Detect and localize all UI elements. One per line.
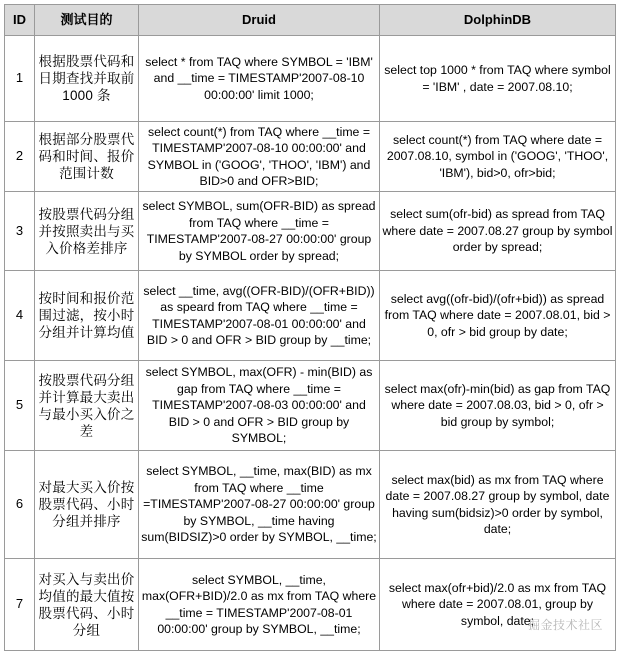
- row-id: 5: [5, 361, 35, 451]
- row-id: 2: [5, 122, 35, 192]
- row-id: 6: [5, 451, 35, 559]
- table-row: [5, 192, 616, 271]
- table-row: [5, 271, 616, 361]
- table-row: [5, 122, 616, 192]
- table-row: [5, 36, 616, 122]
- row-goal: 根据股票代码和日期查找并取前 1000 条: [35, 36, 139, 122]
- row-goal: 按时间和报价范围过滤，按小时分组并计算均值: [35, 271, 139, 361]
- row-dolphindb-query: select avg((ofr-bid)/(ofr+bid)) as spread from TAQ where date = 2007.08.01, bid > 0, ofr > bid group by date;: [380, 271, 616, 361]
- header-id: ID: [5, 5, 35, 36]
- row-druid-query: select SYMBOL, __time, max(BID) as mx from TAQ where __time =TIMESTAMP'2007-08-27 00:00:00' group by SYMBOL, __time having sum(BIDSIZ)>0 order by SYMBOL, __time;: [139, 451, 380, 559]
- header-goal: 测试目的: [35, 5, 139, 36]
- row-dolphindb-query: select sum(ofr-bid) as spread from TAQ where date = 2007.08.27 group by symbol order by spread;: [380, 192, 616, 271]
- row-goal: 对买入与卖出价均值的最大值按股票代码、小时分组: [35, 559, 139, 651]
- row-goal: 按股票代码分组并按照卖出与买入价格差排序: [35, 192, 139, 271]
- header-druid: Druid: [139, 5, 380, 36]
- row-dolphindb-query: select max(ofr+bid)/2.0 as mx from TAQ where date = 2007.08.01, group by symbol, date;: [380, 559, 616, 651]
- row-dolphindb-query: select max(ofr)-min(bid) as gap from TAQ where date = 2007.08.03, bid > 0, ofr > bid group by symbol;: [380, 361, 616, 451]
- table-body: [5, 36, 616, 651]
- row-goal: 按股票代码分组并计算最大卖出与最小买入价之差: [35, 361, 139, 451]
- row-dolphindb-query: select count(*) from TAQ where date = 2007.08.10, symbol in ('GOOG', 'THOO', 'IBM'), bid>0, ofr>bid;: [380, 122, 616, 192]
- row-dolphindb-query: select max(bid) as mx from TAQ where date = 2007.08.27 group by symbol, date having sum(bidsiz)>0 order by symbol, date;: [380, 451, 616, 559]
- row-druid-query: select SYMBOL, max(OFR) - min(BID) as gap from TAQ where __time = TIMESTAMP'2007-08-03 00:00:00' and BID > 0 and OFR > BID group by SYMBOL;: [139, 361, 380, 451]
- table-row: [5, 361, 616, 451]
- table-row: [5, 451, 616, 559]
- row-id: 4: [5, 271, 35, 361]
- row-id: 3: [5, 192, 35, 271]
- row-dolphindb-query: select top 1000 * from TAQ where symbol = 'IBM' , date = 2007.08.10;: [380, 36, 616, 122]
- row-goal: 对最大买入价按股票代码、小时分组并排序: [35, 451, 139, 559]
- row-druid-query: select count(*) from TAQ where __time = TIMESTAMP'2007-08-10 00:00:00' and SYMBOL in ('GOOG', 'THOO', 'IBM') and BID>0 and OFR>BID;: [139, 122, 380, 192]
- row-druid-query: select __time, avg((OFR-BID)/(OFR+BID)) as speard from TAQ where __time = TIMESTAMP'2007-08-01 00:00:00' and BID > 0 and OFR > BID group by __time;: [139, 271, 380, 361]
- comparison-table: [4, 4, 616, 651]
- row-id: 1: [5, 36, 35, 122]
- row-goal: 根据部分股票代码和时间、报价范围计数: [35, 122, 139, 192]
- header-row: [5, 5, 616, 36]
- row-druid-query: select SYMBOL, sum(OFR-BID) as spread from TAQ where __time = TIMESTAMP'2007-08-27 00:00:00' group by SYMBOL order by spread;: [139, 192, 380, 271]
- row-druid-query: select * from TAQ where SYMBOL = 'IBM' and __time = TIMESTAMP'2007-08-10 00:00:00' limit 1000;: [139, 36, 380, 122]
- row-id: 7: [5, 559, 35, 651]
- header-dolphindb: DolphinDB: [380, 5, 616, 36]
- watermark: 掘金技术社区: [527, 618, 603, 632]
- row-druid-query: select SYMBOL, __time, max(OFR+BID)/2.0 as mx from TAQ where __time = TIMESTAMP'2007-08-01 00:00:00' group by SYMBOL, __time;: [139, 559, 380, 651]
- table-row: [5, 559, 616, 651]
- table-header: [5, 5, 616, 36]
